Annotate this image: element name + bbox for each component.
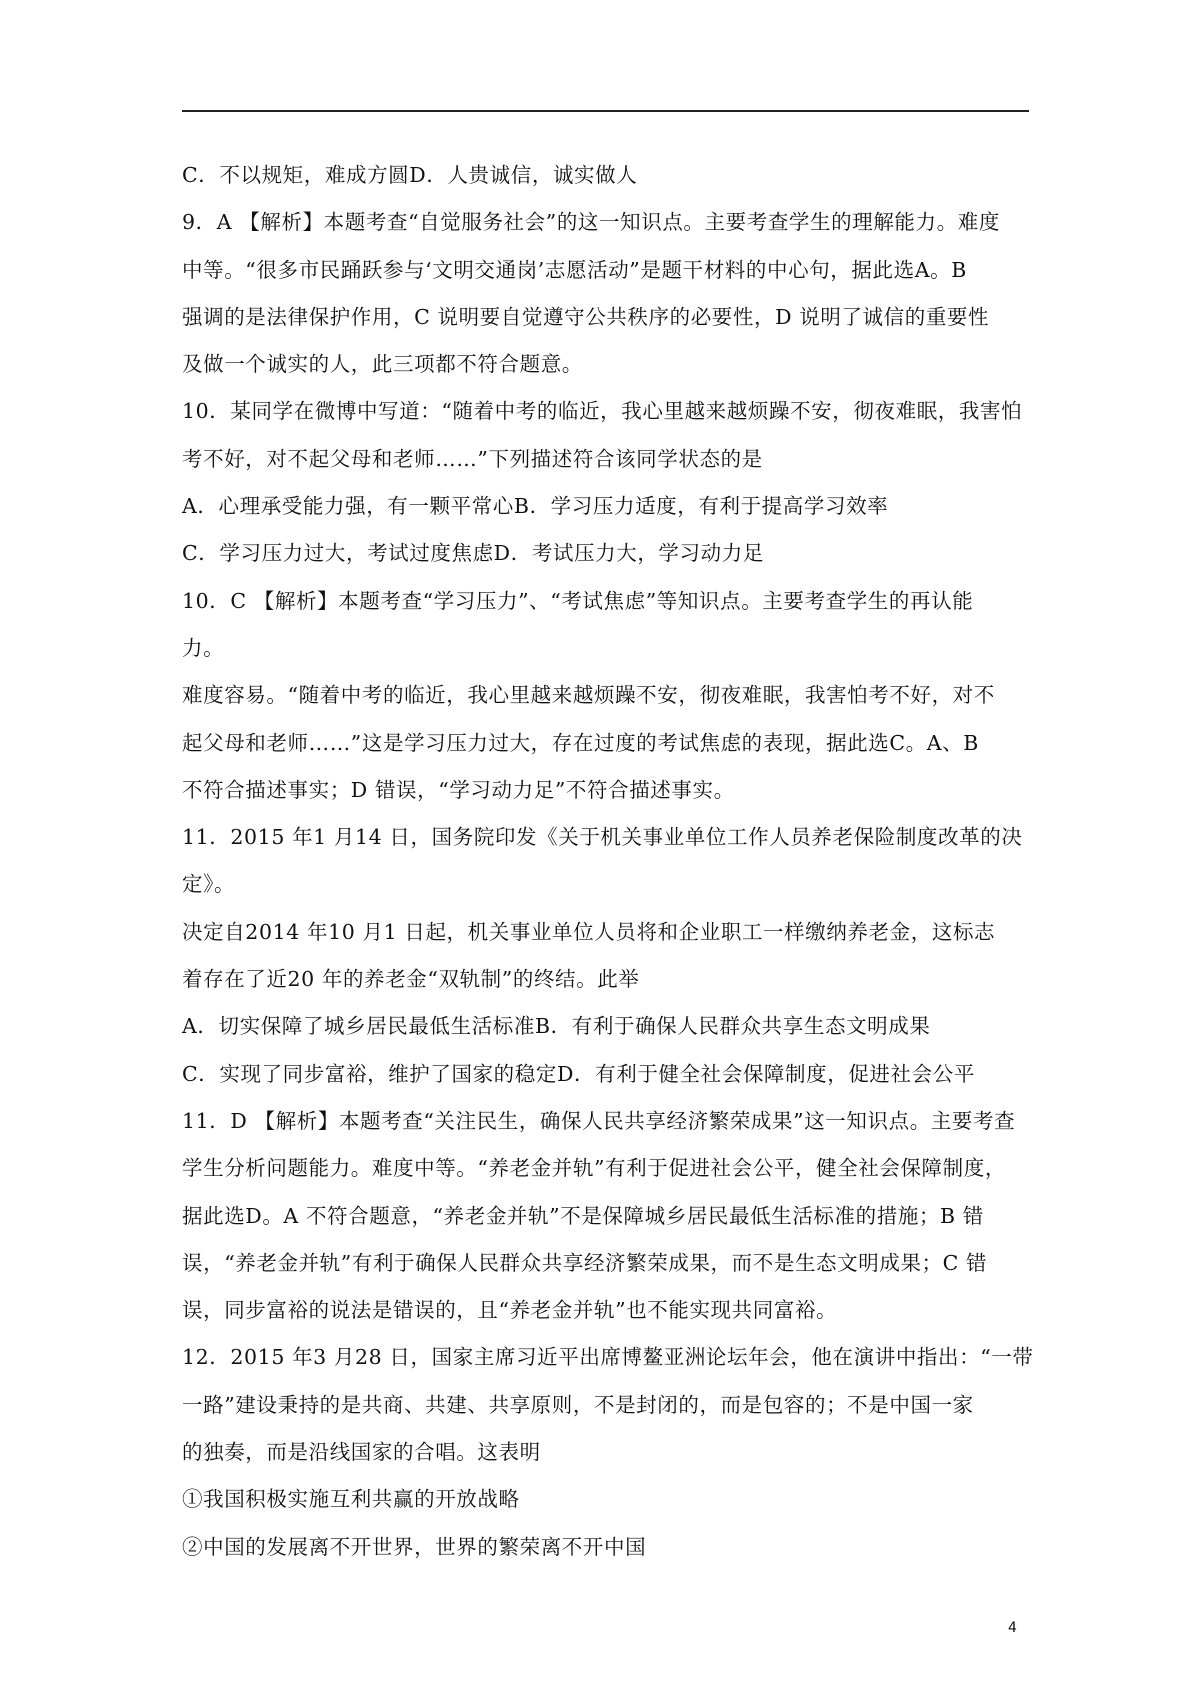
text-line: 着存在了近20 年的养老金“双轨制”的终结。此举 <box>182 967 640 992</box>
text-line: 定》。 <box>182 872 236 897</box>
text-line: 考不好，对不起父母和老师……”下列描述符合该同学状态的是 <box>182 446 763 471</box>
text-line: A．切实保障了城乡居民最低生活标准B．有利于确保人民群众共享生态文明成果 <box>182 1014 931 1039</box>
text-line: 起父母和老师……”这是学习压力过大，存在过度的考试焦虑的表现，据此选C。A、B <box>182 730 979 755</box>
text-line: 难度容易。“随着中考的临近，我心里越来越烦躁不安，彻夜难眠，我害怕考不好，对不 <box>182 683 995 708</box>
text-line: 12．2015 年3 月28 日，国家主席习近平出席博鳌亚洲论坛年会，他在演讲中指出：“一带 <box>182 1345 1034 1370</box>
text-line: C．实现了同步富裕，维护了国家的稳定D．有利于健全社会保障制度，促进社会公平 <box>182 1061 975 1086</box>
text-line: 的独奏，而是沿线国家的合唱。这表明 <box>182 1440 541 1465</box>
text-line: C．不以规矩，难成方圆D．人贵诚信，诚实做人 <box>182 163 638 187</box>
text-line: ②中国的发展离不开世界，世界的繁荣离不开中国 <box>182 1534 647 1559</box>
text-line: 中等。“很多市民踊跃参与‘文明交通岗’志愿活动”是题干材料的中心句，据此选A。B <box>182 257 967 282</box>
text-line: 误，“养老金并轨”有利于确保人民群众共享经济繁荣成果，而不是生态文明成果；C 错 <box>182 1250 988 1275</box>
text-line: 及做一个诚实的人，此三项都不符合题意。 <box>182 352 583 377</box>
text-line: C．学习压力过大，考试过度焦虑D．考试压力大，学习动力足 <box>182 541 764 566</box>
text-line: 10．C 【解析】本题考查“学习压力”、“考试焦虑”等知识点。主要考查学生的再认能 <box>182 588 974 613</box>
text-line: 决定自2014 年10 月1 日起，机关事业单位人员将和企业职工一样缴纳养老金，这标志 <box>182 919 996 944</box>
text-line: 不符合描述事实；D 错误，“学习动力足”不符合描述事实。 <box>182 777 735 802</box>
text-line: 力。 <box>182 635 225 660</box>
text-line: 误，同步富裕的说法是错误的，且“养老金并轨”也不能实现共同富裕。 <box>182 1298 838 1323</box>
text-line: 11．D 【解析】本题考查“关注民生，确保人民共享经济繁荣成果”这一知识点。主要考查 <box>182 1108 1016 1133</box>
text-line: 学生分析问题能力。难度中等。“养老金并轨”有利于促进社会公平，健全社会保障制度， <box>182 1156 1006 1181</box>
text-line: ①我国积极实施互利共赢的开放战略 <box>182 1487 520 1512</box>
text-line: 9．A 【解析】本题考查“自觉服务社会”的这一知识点。主要考查学生的理解能力。难度 <box>182 210 1000 235</box>
text-line: A．心理承受能力强，有一颗平常心B．学习压力适度，有利于提高学习效率 <box>182 494 889 519</box>
text-line: 11．2015 年1 月14 日，国务院印发《关于机关事业单位工作人员养老保险制度改革的决 <box>182 825 1023 850</box>
page-number: 4 <box>1008 1620 1017 1636</box>
text-line: 10．某同学在微博中写道：“随着中考的临近，我心里越来越烦躁不安，彻夜难眠，我害怕 <box>182 399 1023 424</box>
text-line: 一路”建设秉持的是共商、共建、共享原则，不是封闭的，而是包容的；不是中国一家 <box>182 1392 974 1417</box>
document-body <box>182 152 1032 1571</box>
text-line: 强调的是法律保护作用，C 说明要自觉遵守公共秩序的必要性，D 说明了诚信的重要性 <box>182 304 990 329</box>
header-rule <box>182 110 1029 112</box>
text-line: 据此选D。A 不符合题意，“养老金并轨”不是保障城乡居民最低生活标准的措施；B 错 <box>182 1203 984 1228</box>
